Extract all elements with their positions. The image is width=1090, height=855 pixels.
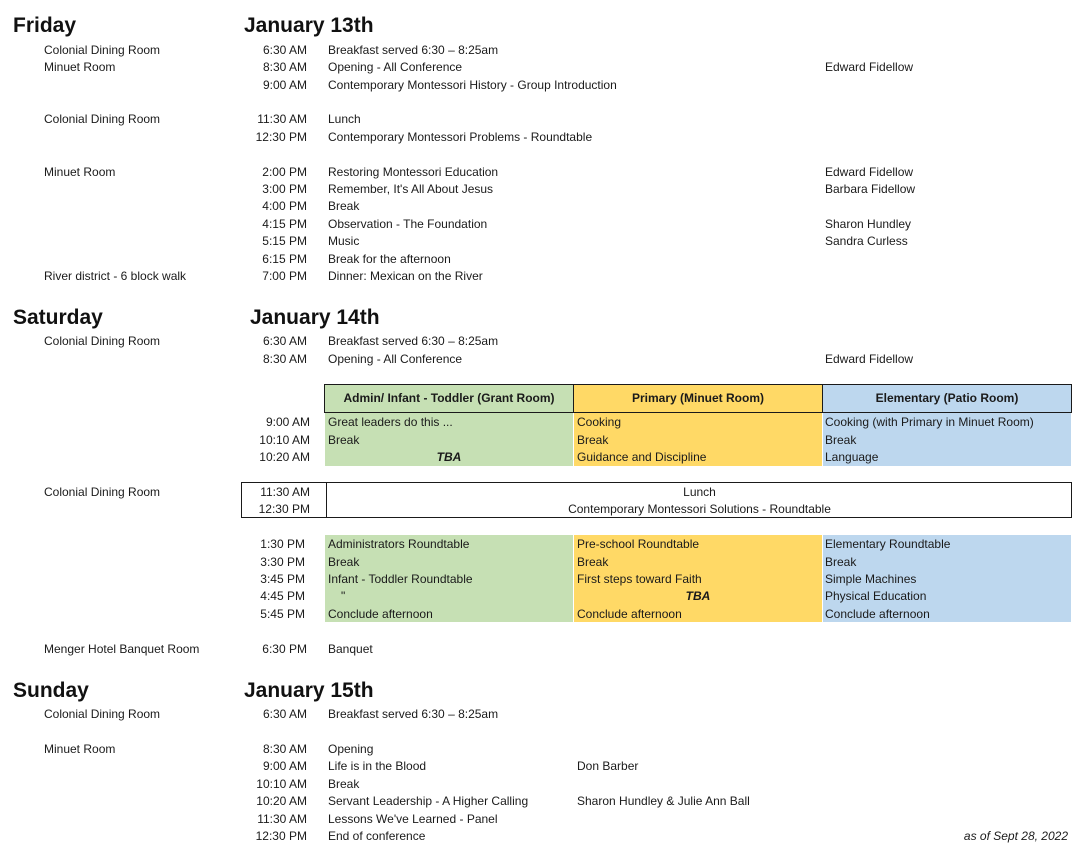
- event: Lunch: [683, 485, 716, 499]
- session-admin: Administrators Roundtable: [328, 537, 470, 551]
- event: Contemporary Montessori Solutions - Roundtable: [568, 502, 831, 516]
- session-elementary: Elementary Roundtable: [825, 537, 951, 551]
- revision-note: as of Sept 28, 2022: [963, 829, 1068, 843]
- session-elementary: Cooking (with Primary in Minuet Room): [825, 415, 1034, 429]
- event: Opening - All Conference: [328, 352, 463, 366]
- session-admin: Break: [328, 555, 360, 569]
- time: 3:00 PM: [262, 182, 307, 196]
- time: 4:45 PM: [260, 589, 305, 603]
- session-primary: Break: [577, 555, 609, 569]
- session-admin: Conclude afternoon: [328, 607, 433, 621]
- location: Minuet Room: [44, 60, 116, 74]
- time: 10:20 AM: [259, 450, 310, 464]
- track-header-elementary: Elementary (Patio Room): [822, 384, 1072, 413]
- session-primary: Break: [577, 433, 609, 447]
- session-elementary: Physical Education: [825, 589, 927, 603]
- track-header-primary: Primary (Minuet Room): [573, 384, 823, 413]
- speaker: Sharon Hundley & Julie Ann Ball: [577, 794, 750, 808]
- time: 6:15 PM: [262, 252, 307, 266]
- time: 2:00 PM: [262, 165, 307, 179]
- time: 5:15 PM: [262, 234, 307, 248]
- time: 7:00 PM: [262, 269, 307, 283]
- time: 5:45 PM: [260, 607, 305, 621]
- speaker: Edward Fidellow: [825, 60, 914, 74]
- event: Break for the afternoon: [328, 252, 451, 266]
- location: Colonial Dining Room: [44, 112, 161, 126]
- session-admin: Infant - Toddler Roundtable: [328, 572, 473, 586]
- event: Break: [328, 777, 360, 791]
- time: 4:15 PM: [262, 217, 307, 231]
- location: Colonial Dining Room: [44, 334, 161, 348]
- time: 11:30 AM: [257, 112, 307, 126]
- time: 8:30 AM: [262, 742, 307, 756]
- event: Restoring Montessori Education: [328, 165, 499, 179]
- speaker: Edward Fidellow: [825, 165, 914, 179]
- session-admin: TBA: [436, 450, 462, 464]
- session-admin: Great leaders do this ...: [328, 415, 453, 429]
- time: 11:30 AM: [257, 812, 307, 826]
- event: Breakfast served 6:30 – 8:25am: [328, 43, 499, 57]
- day-heading-sunday: Sunday: [13, 679, 89, 702]
- session-admin: Break: [328, 433, 360, 447]
- event: Contemporary Montessori History - Group Introduction: [328, 78, 617, 92]
- event: Breakfast served 6:30 – 8:25am: [328, 334, 499, 348]
- session-elementary: Conclude afternoon: [825, 607, 930, 621]
- event: Music: [328, 234, 360, 248]
- time: 9:00 AM: [262, 78, 307, 92]
- event: Observation - The Foundation: [328, 217, 488, 231]
- session-elementary: Break: [825, 433, 857, 447]
- session-elementary: Simple Machines: [825, 572, 917, 586]
- event: Dinner: Mexican on the River: [328, 269, 483, 283]
- session-primary: Conclude afternoon: [577, 607, 682, 621]
- event: Banquet: [328, 642, 373, 656]
- session-elementary: Language: [825, 450, 879, 464]
- time: 10:20 AM: [256, 794, 307, 808]
- speaker: Sharon Hundley: [825, 217, 912, 231]
- location: Menger Hotel Banquet Room: [44, 642, 200, 656]
- date-heading-saturday: January 14th: [250, 306, 380, 329]
- date-heading-sunday: January 15th: [244, 679, 374, 702]
- time: 9:00 AM: [262, 759, 307, 773]
- session-primary: Pre-school Roundtable: [577, 537, 700, 551]
- event: Life is in the Blood: [328, 759, 427, 773]
- speaker: Barbara Fidellow: [825, 182, 916, 196]
- time: 12:30 PM: [255, 130, 307, 144]
- location: Colonial Dining Room: [44, 485, 161, 499]
- time: 6:30 AM: [262, 43, 307, 57]
- event: Remember, It's All About Jesus: [328, 182, 494, 196]
- location: Minuet Room: [44, 742, 116, 756]
- event: Servant Leadership - A Higher Calling: [328, 794, 529, 808]
- event: Opening - All Conference: [328, 60, 463, 74]
- location: River district - 6 block walk: [44, 269, 187, 283]
- session-primary: Guidance and Discipline: [577, 450, 707, 464]
- time: 3:45 PM: [260, 572, 305, 586]
- time: 11:30 AM: [260, 485, 310, 499]
- location: Colonial Dining Room: [44, 43, 161, 57]
- time: 4:00 PM: [262, 199, 307, 213]
- time: 10:10 AM: [259, 433, 310, 447]
- event: End of conference: [328, 829, 426, 843]
- date-heading-friday: January 13th: [244, 14, 374, 37]
- event: Breakfast served 6:30 – 8:25am: [328, 707, 499, 721]
- time: 1:30 PM: [260, 537, 305, 551]
- time: 9:00 AM: [265, 415, 310, 429]
- time: 12:30 PM: [258, 502, 310, 516]
- day-heading-friday: Friday: [13, 14, 77, 37]
- track-header-admin: Admin/ Infant - Toddler (Grant Room): [324, 384, 574, 413]
- location: Colonial Dining Room: [44, 707, 161, 721]
- session-primary: Cooking: [577, 415, 622, 429]
- session-admin: ": [341, 589, 346, 603]
- time: 12:30 PM: [255, 829, 307, 843]
- session-primary: TBA: [685, 589, 711, 603]
- speaker: Don Barber: [577, 759, 639, 773]
- time: 8:30 AM: [262, 60, 307, 74]
- location: Minuet Room: [44, 165, 116, 179]
- time: 3:30 PM: [260, 555, 305, 569]
- event: Contemporary Montessori Problems - Roundtable: [328, 130, 593, 144]
- time: 10:10 AM: [256, 777, 307, 791]
- time: 8:30 AM: [262, 352, 307, 366]
- event: Opening: [328, 742, 374, 756]
- event: Break: [328, 199, 360, 213]
- speaker: Edward Fidellow: [825, 352, 914, 366]
- event: Lessons We've Learned - Panel: [328, 812, 498, 826]
- session-elementary: Break: [825, 555, 857, 569]
- day-heading-saturday: Saturday: [13, 306, 103, 329]
- speaker: Sandra Curless: [825, 234, 908, 248]
- event: Lunch: [328, 112, 361, 126]
- session-primary: First steps toward Faith: [577, 572, 702, 586]
- time: 6:30 AM: [262, 707, 307, 721]
- time: 6:30 AM: [262, 334, 307, 348]
- time: 6:30 PM: [262, 642, 307, 656]
